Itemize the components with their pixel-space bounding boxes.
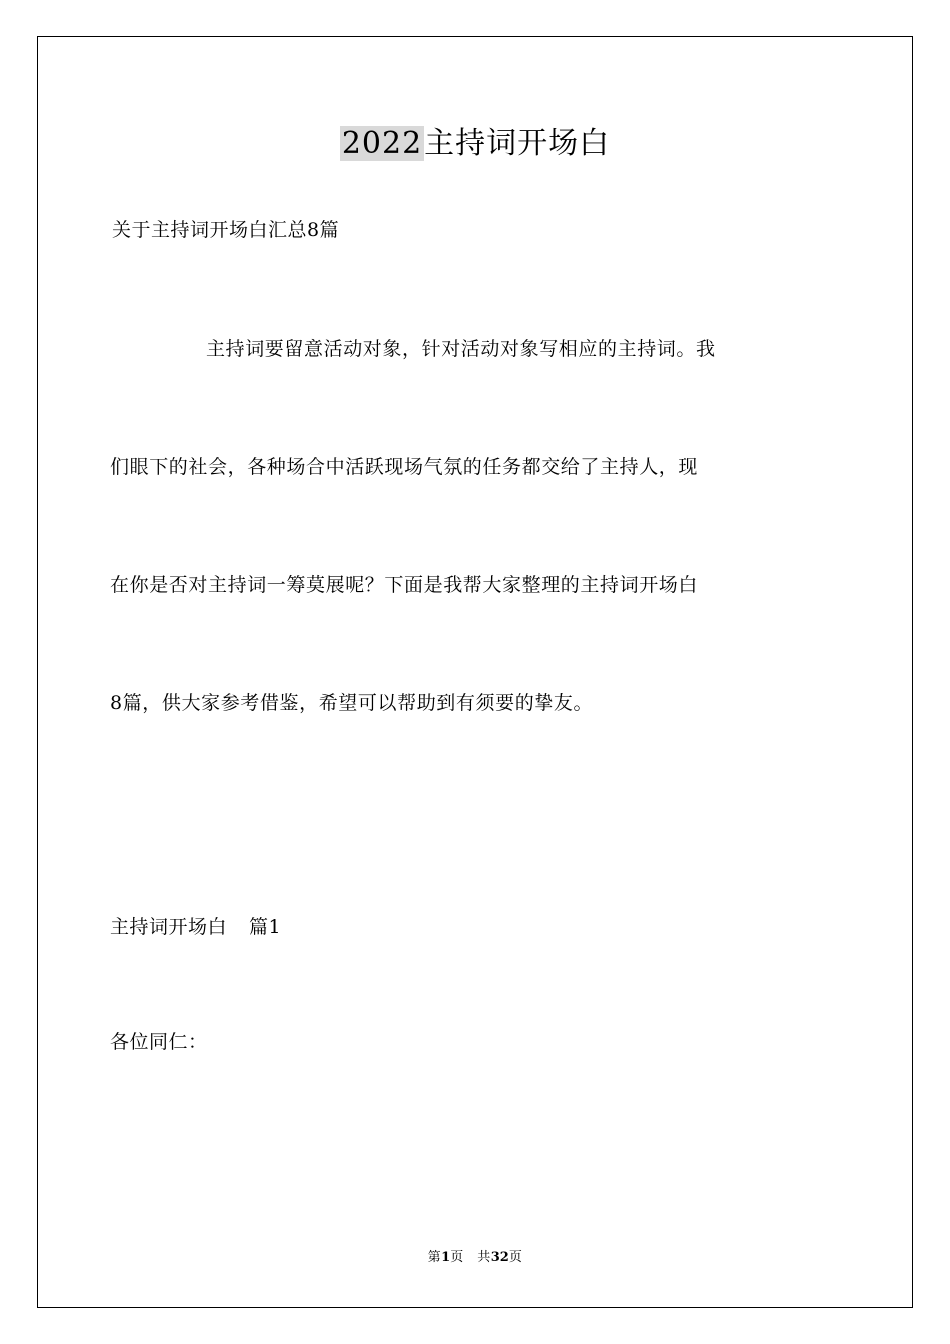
section-heading-text: 主持词开场白	[110, 916, 228, 938]
paragraph-text: 们眼下的社会，各种场合中活跃现场气氛的任务都交给了主持人，现	[110, 456, 699, 478]
section-heading-number: 篇1	[249, 916, 282, 938]
footer-current-page: 1	[441, 1250, 451, 1265]
document-content	[110, 100, 840, 1054]
intro-paragraph	[110, 290, 840, 762]
paragraph-line	[110, 290, 840, 408]
paragraph-line	[110, 644, 840, 762]
greeting-line: 各位同仁：	[110, 1031, 208, 1053]
paragraph-text: 在你是否对主持词一筹莫展呢？下面是我帮大家整理的主持词开场白	[110, 574, 699, 596]
document-subtitle: 关于主持词开场白汇总8篇	[112, 219, 340, 241]
paragraph-line	[110, 408, 840, 526]
page-footer	[0, 1246, 950, 1265]
page-title	[110, 124, 840, 163]
footer-middle: 页 共	[450, 1250, 491, 1265]
footer-prefix: 第	[427, 1250, 442, 1265]
paragraph-line	[110, 526, 840, 644]
paragraph-text: 主持词要留意活动对象，针对活动对象写相应的主持词。我	[206, 338, 716, 360]
footer-suffix: 页	[508, 1250, 523, 1265]
footer-total-pages: 32	[490, 1250, 509, 1265]
section-heading	[110, 912, 840, 939]
page-title-text: 主持词开场白	[424, 126, 611, 161]
paragraph-text: 8篇，供大家参考借鉴，希望可以帮助到有须要的挚友。	[110, 692, 594, 714]
page-title-year: 2022	[341, 126, 423, 161]
